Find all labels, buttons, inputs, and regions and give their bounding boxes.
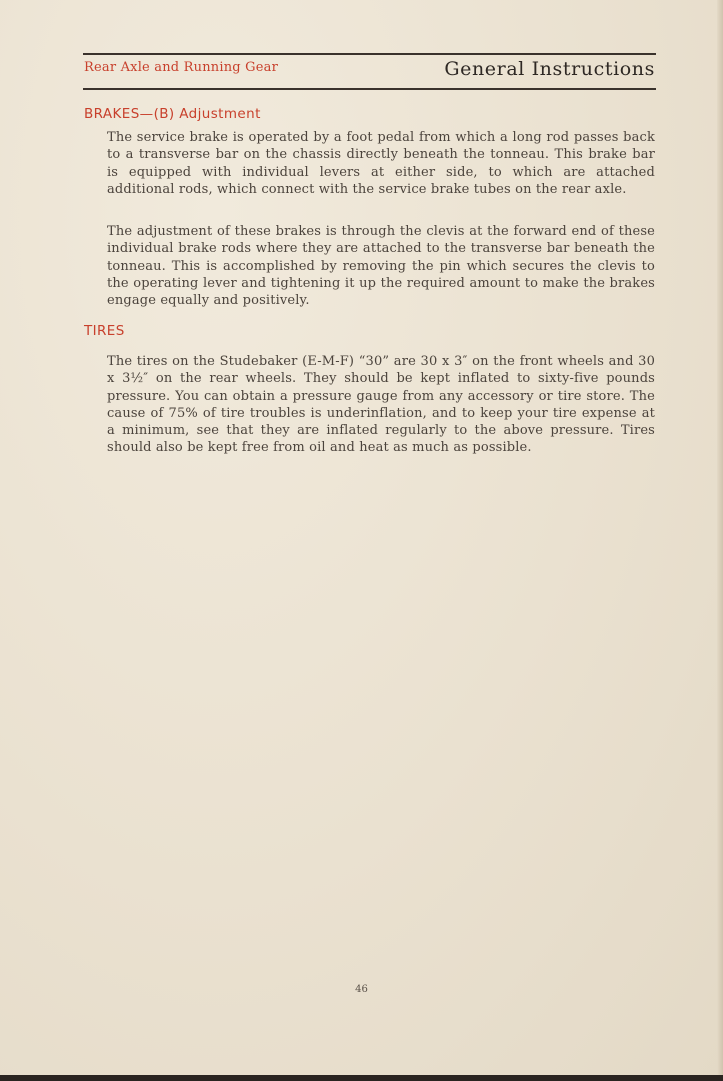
brakes-paragraph-1: The service brake is operated by a foot pedal from which a long rod passes back to a transverse bar on the chassis directly beneath the tonneau. This brake bar is equipped with individual levers at either side, to which are attached additional rods, which connect with the service brake tubes on the rear axle. (107, 130, 655, 197)
header-rule-bottom (83, 88, 656, 90)
running-head-section: Rear Axle and Running Gear (84, 60, 278, 75)
page-edge-bottom (0, 1075, 723, 1081)
section-heading-tires: TIRES (84, 323, 125, 339)
page-edge-right (717, 0, 723, 1081)
running-head-title: General Instructions (444, 58, 655, 80)
header-rule-top (83, 53, 656, 55)
tires-paragraph-1: The tires on the Studebaker (E-M-F) “30” are 30 x 3″ on the front wheels and 30 x 3½″ on the rear wheels. They should be kept inflated to sixty-five pounds pressure. You can obtain a pressure gauge from any accessory or tire store. The cause of 75% of tire troubles is underinflation, and to keep your tire expense at a minimum, see that they are inflated regularly to the above pressure. Tires should also be kept free from oil and heat as much as possible. (107, 354, 655, 456)
brakes-paragraph-2: The adjustment of these brakes is through the clevis at the forward end of these individual brake rods where they are attached to the transverse bar beneath the tonneau. This is accomplished by removing the pin which secures the clevis to the operating lever and tightening it up the required amount to make the brakes engage equally and positively. (107, 224, 655, 309)
section-heading-brakes: BRAKES—(B) Adjustment (84, 106, 261, 122)
page-number: 46 (355, 984, 368, 995)
